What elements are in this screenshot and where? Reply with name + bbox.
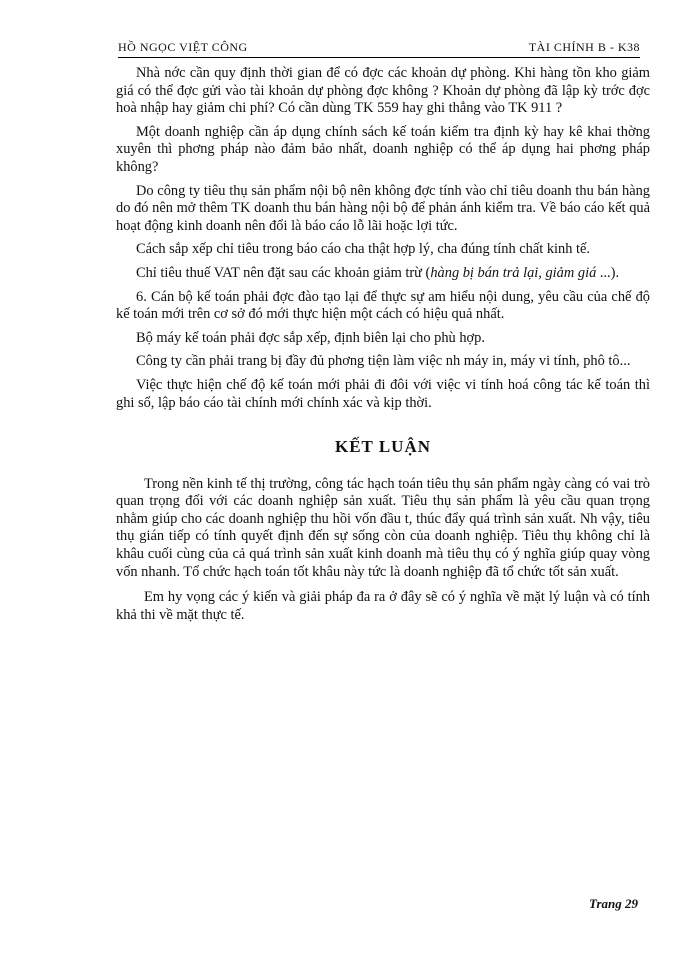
paragraph-vat	[116, 265, 650, 283]
paragraph-internal-sales: Do công ty tiêu thụ sản phẩm nội bộ nên không đợc tính vào chỉ tiêu doanh thu bán hàng do đó nên mở thêm TK doanh thu bán hàng nội bộ để phản ánh kiểm tra. Về báo cáo kết quả hoạt động kinh doanh nên đổi là báo cáo lỗ lãi hoặc lợi tức.	[116, 182, 650, 234]
header-class: TÀI CHÍNH B - K38	[528, 40, 640, 54]
page-header	[118, 40, 640, 58]
paragraph-training: 6. Cán bộ kế toán phải đợc đào tạo lại để thực sự am hiểu nội dung, yêu cầu của chế độ kế toán mới trên cơ sở đó mới thực hiện một cách có hiệu quả nhất.	[116, 288, 650, 323]
page-number: Trang 29	[589, 896, 638, 911]
vat-text-before: Chỉ tiêu thuế VAT nên đặt sau các khoản giảm trừ (	[136, 264, 431, 281]
conclusion-section	[116, 476, 650, 625]
header-author: HỒ NGỌC VIỆT CÔNG	[118, 40, 248, 54]
conclusion-title: KẾT LUẬN	[334, 437, 431, 457]
paragraph-inventory-method: Một doanh nghiệp cần áp dụng chính sách kế toán kiểm tra định kỳ hay kê khai thờng xuyên thì phơng pháp nào đảm bảo nhất, doanh nghiệp có thể áp dụng hai phơng pháp không?	[116, 123, 650, 175]
document-body	[116, 65, 650, 632]
paragraph-computerization: Việc thực hiện chế độ kế toán mới phải đi đôi với việc vi tính hoá công tác kế toán thì ghi sổ, lập báo cáo tài chính mới chính xác và kịp thời.	[116, 376, 650, 411]
vat-text-italic: hàng bị bán trả lại, giảm giá	[430, 264, 597, 281]
vat-text-after: ...).	[596, 264, 620, 281]
paragraph-provisions: Nhà nớc cần quy định thời gian để có đợc các khoản dự phòng. Khi hàng tồn kho giảm giá có thể đợc gửi vào tài khoản dự phòng đợc không ? Khoản dự phòng đã lập kỳ trớc đợc hoà nhập hay giảm chi phí? Có cần dùng TK 559 hay ghi thẳng vào TK 911 ?	[116, 65, 650, 117]
paragraph-report-order: Cách sắp xếp chỉ tiêu trong báo cáo cha thật hợp lý, cha đúng tính chất kinh tế.	[136, 241, 590, 258]
conclusion-paragraph-main: Trong nền kinh tế thị trường, công tác hạch toán tiêu thụ sản phẩm ngày càng có vai trò quan trọng đối với các doanh nghiệp sản xuất. Tiêu thụ sản phẩm là yêu cầu quan trọng nhằm giúp cho các doanh nghiệp thu hồi vốn đầu t, thúc đẩy quá trình sản xuất. Nh vậy, tiêu thụ gián tiếp có tính quyết định đến sự sống còn của doanh nghiệp. Tiêu thụ không chỉ là khâu cuối cùng của cả quá trình sản xuất kinh doanh mà tiêu thụ có ý nghĩa giúp quay vòng vốn nhanh. Tổ chức hạch toán tốt khâu này tức là doanh nghiệp đã tổ chức tốt sản xuất.	[116, 475, 650, 580]
paragraph-equipment: Công ty cần phải trang bị đầy đủ phơng tiện làm việc nh máy in, máy vi tính, phô tô...	[136, 353, 631, 370]
conclusion-paragraph-hope: Em hy vọng các ý kiến và giải pháp đa ra ở đây sẽ có ý nghĩa về mặt lý luận và có tính khả thi về mặt thực tế.	[116, 589, 650, 623]
paragraph-organization: Bộ máy kế toán phải đợc sắp xếp, định biên lại cho phù hợp.	[136, 329, 485, 346]
